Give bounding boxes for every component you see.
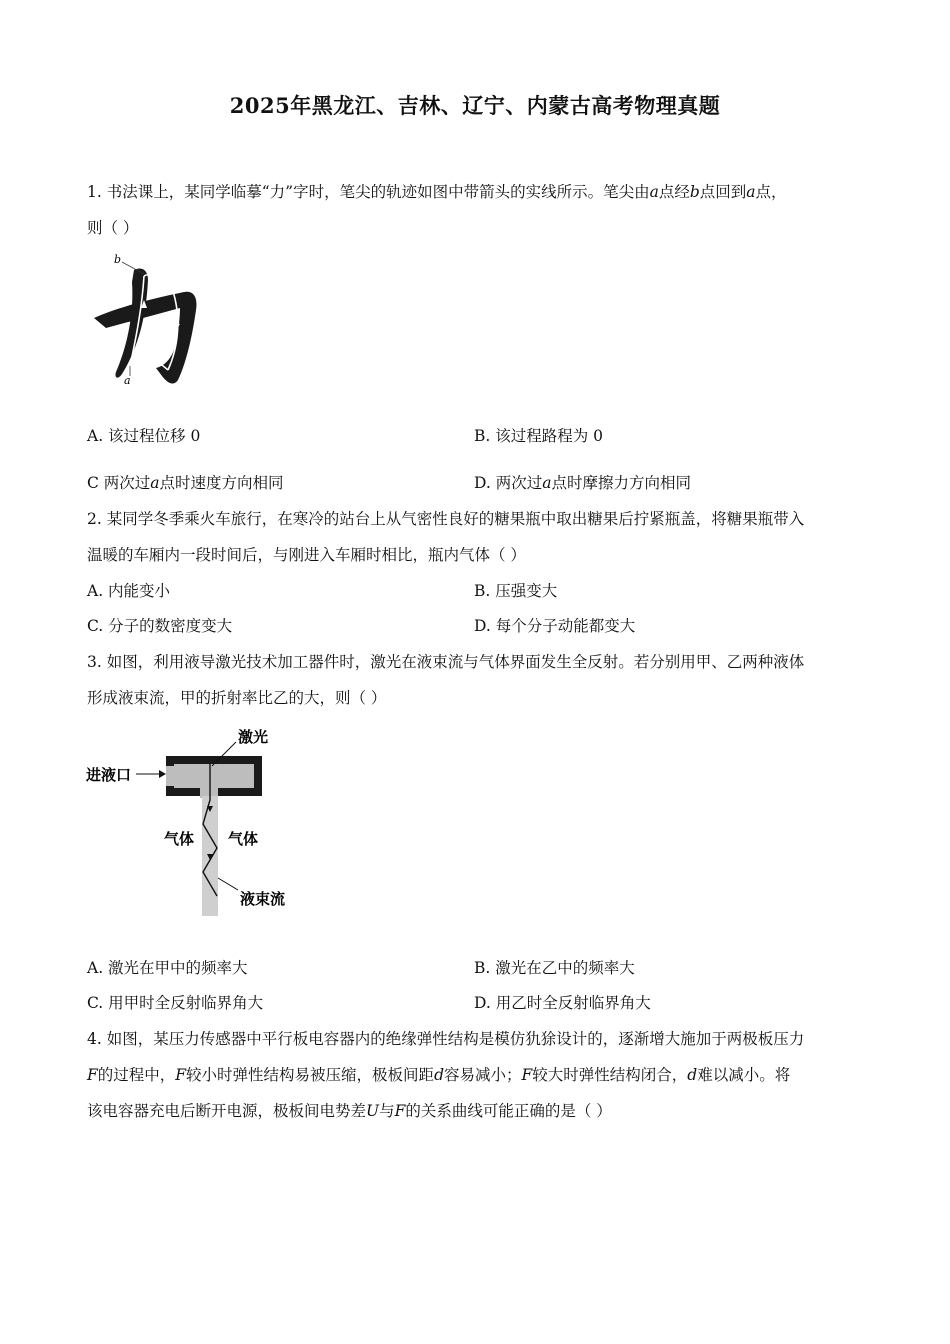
q2-stem-line-2: 温暖的车厢内一段时间后，与刚进入车厢时相比，瓶内气体（ ） (87, 546, 526, 564)
q1-text: 1. 书法课上，某同学临摹“力”字时，笔尖的轨迹如图中带箭头的实线所示。笔尖由 (87, 183, 650, 201)
stream-label: 液束流 (240, 890, 286, 908)
q4-text: 难以减小。将 (697, 1066, 791, 1084)
nozzle-chamber (174, 764, 254, 788)
q4-stem-line-2 (87, 1063, 790, 1085)
inlet-opening (166, 766, 174, 786)
q3-laser-figure (84, 720, 299, 920)
q4-text: 该电容器充电后断开电源，极板间电势差 (87, 1102, 367, 1120)
q2-option-a[interactable]: A. 内能变小 (87, 582, 171, 600)
q1-option-b[interactable]: B. 该过程路程为 0 (474, 427, 604, 445)
var-F: F (87, 1066, 98, 1084)
page-title: 2025年黑龙江、吉林、辽宁、内蒙古高考物理真题 (229, 93, 721, 118)
var-d: d (687, 1066, 698, 1084)
q4-text: 容易减小； (444, 1066, 522, 1084)
label-b: b (114, 253, 122, 266)
label-a: a (124, 374, 131, 387)
q1-text: 点， (755, 183, 787, 201)
inlet-label: 进液口 (86, 766, 132, 784)
q1-option-c[interactable] (87, 471, 284, 493)
gas-right-label: 气体 (228, 830, 259, 848)
q4-text: 的过程中， (97, 1066, 176, 1084)
q3-option-b[interactable]: B. 激光在乙中的频率大 (474, 959, 635, 977)
laser-label: 激光 (238, 728, 269, 746)
q4-stem-line-1: 4. 如图，某压力传感器中平行板电容器内的绝缘弹性结构是模仿犰狳设计的，逐渐增大施加于两极板压力 (87, 1030, 805, 1048)
q1-option-d[interactable] (474, 471, 691, 493)
var-U: U (366, 1102, 380, 1120)
option-var-a: a (542, 474, 552, 492)
stream-label-leader (218, 878, 238, 890)
q1-var-a: a (649, 183, 659, 201)
q3-stem-line-1: 3. 如图，利用液导激光技术加工器件时，激光在液束流与气体界面发生全反射。若分别用甲、乙两种液体 (87, 653, 805, 671)
q4-text: 较大时弹性结构闭合， (532, 1066, 688, 1084)
q4-text: 的关系曲线可能正确的是（ ） (405, 1102, 612, 1120)
q3-option-d[interactable]: D. 用乙时全反射临界角大 (474, 994, 651, 1012)
q1-text: 点回到 (699, 183, 747, 201)
q2-stem-line-1: 2. 某同学冬季乘火车旅行，在寒冷的站台上从气密性良好的糖果瓶中取出糖果后拧紧瓶盖，将糖果瓶带入 (87, 510, 805, 528)
label-b-leader (122, 262, 144, 274)
option-text: 点时速度方向相同 (159, 474, 284, 492)
option-var-a: a (150, 474, 160, 492)
q1-text: 点经 (658, 183, 690, 201)
var-d: d (434, 1066, 444, 1084)
q3-option-a[interactable]: A. 激光在甲中的频率大 (87, 959, 248, 977)
q4-text: 较小时弹性结构易被压缩，极板间距 (186, 1066, 435, 1084)
var-F: F (521, 1066, 533, 1084)
q4-text: 与 (379, 1102, 395, 1120)
q1-calligraphy-figure (86, 248, 206, 388)
inlet-arrow-head (159, 770, 166, 778)
q4-stem-line-3 (87, 1099, 612, 1121)
option-text: C 两次过 (87, 474, 151, 492)
var-F: F (175, 1066, 187, 1084)
q1-stem-line-1 (87, 180, 787, 202)
q1-var-a: a (746, 183, 756, 201)
q3-option-c[interactable]: C. 用甲时全反射临界角大 (87, 994, 264, 1012)
q1-option-a[interactable]: A. 该过程位移 0 (87, 427, 201, 445)
option-text: D. 两次过 (474, 474, 543, 492)
q2-option-c[interactable]: C. 分子的数密度变大 (87, 617, 233, 635)
var-F: F (394, 1102, 406, 1120)
option-text: 点时摩擦力方向相同 (551, 474, 691, 492)
gas-left-label: 气体 (164, 830, 195, 848)
q1-var-b: b (689, 183, 700, 201)
q2-option-d[interactable]: D. 每个分子动能都变大 (474, 617, 636, 635)
q3-stem-line-2: 形成液束流，甲的折射率比乙的大，则（ ） (87, 689, 387, 707)
q2-option-b[interactable]: B. 压强变大 (474, 582, 558, 600)
q1-stem-line-2: 则（ ） (87, 219, 139, 237)
